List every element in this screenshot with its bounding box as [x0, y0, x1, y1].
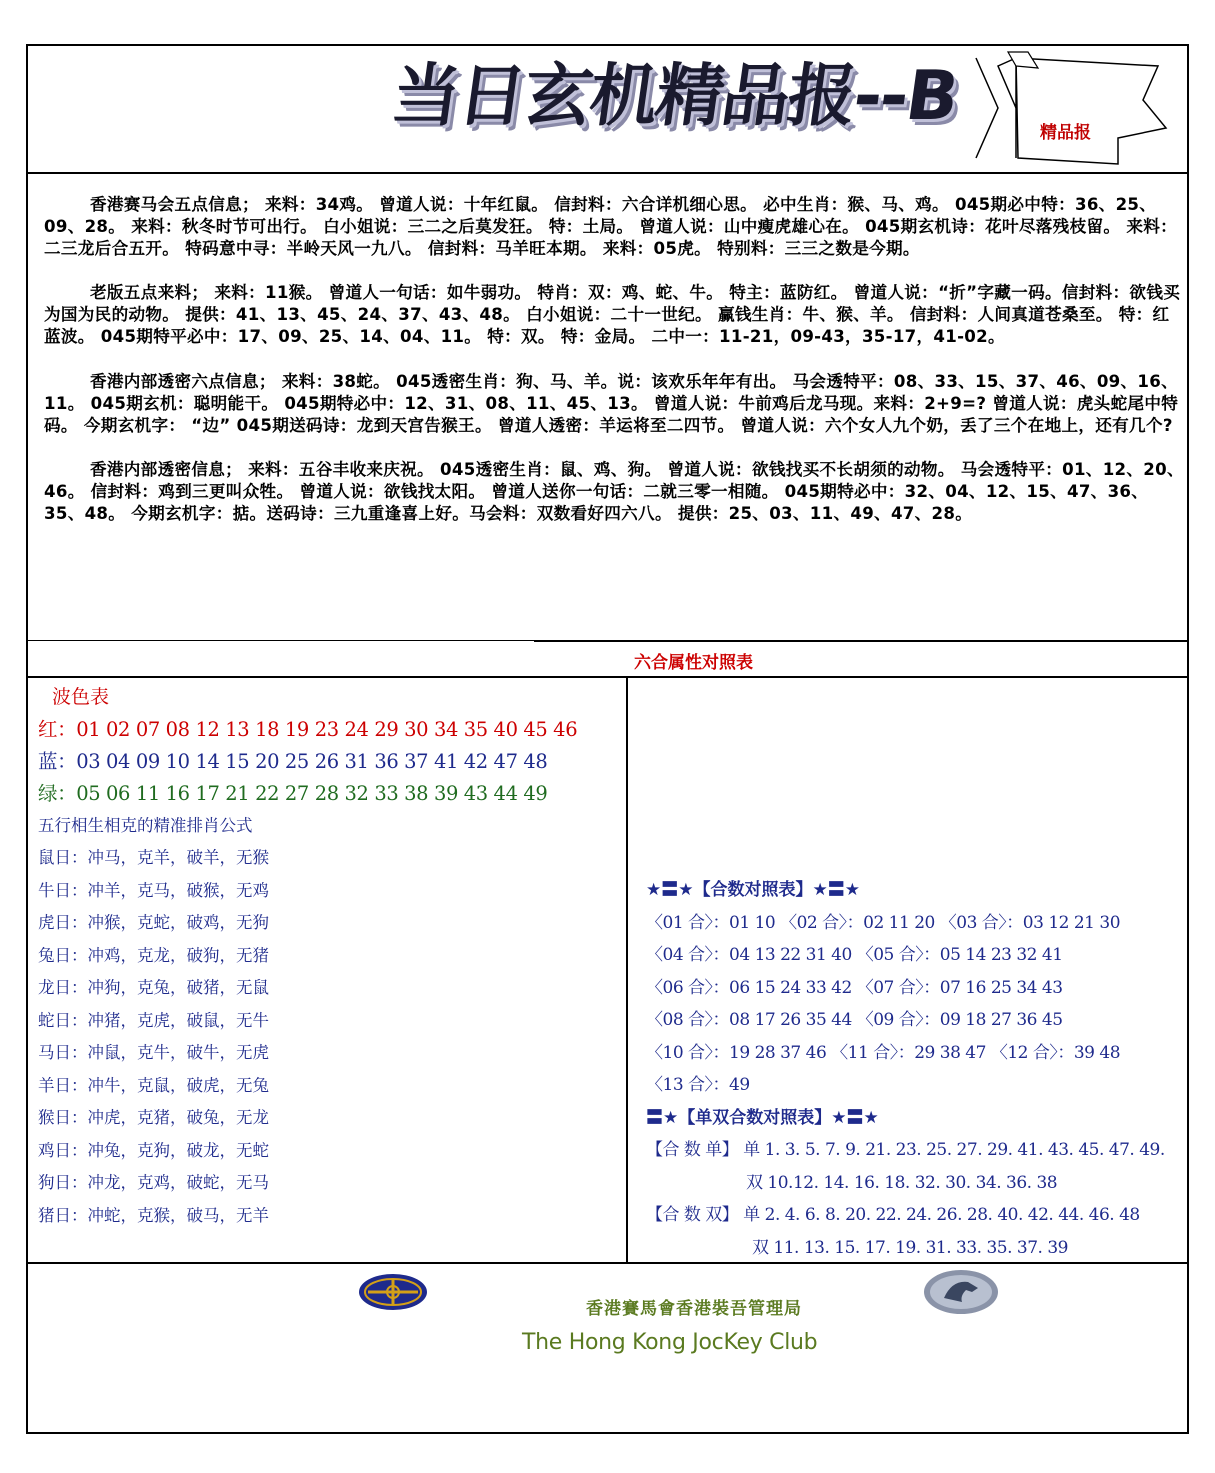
- five-elements-heading: 五行相生相克的精准排肖公式: [38, 816, 253, 835]
- sum-row: 〈06 合〉：06 15 24 33 42 〈07 合〉：07 16 25 34 43: [646, 977, 1063, 998]
- wave-blue-row: 蓝：03 04 09 10 14 15 20 25 26 31 36 37 41 42 47 48: [38, 750, 548, 773]
- zodiac-row: 虎日：冲猴，克蛇，破鸡，无狗: [38, 913, 269, 932]
- right-column: [646, 874, 1186, 1264]
- zodiac-row: 马日：冲鼠，克牛，破牛，无虎: [38, 1043, 269, 1062]
- body-divider-right: [534, 640, 1189, 642]
- even-sum-row: [646, 1199, 1186, 1232]
- odd-sum-row: [646, 1134, 1186, 1167]
- info-paragraphs: [44, 194, 1184, 547]
- paragraph-hk-five: 香港赛马会五点信息； 来料：34鸡。 曾道人说：十年红鼠。 信封料：六合详机细心思。 必中生肖：猴、马、鸡。 045期必中特：36、25、09、28。 来料：秋冬时节可出行。 白小姐说：三二之后莫发狂。 特：土局。 曾道人说：山中瘦虎雄心在。 045期玄机诗：花叶尽落残枝留。 来料：二三龙后合五开。 特码意中寻：半岭天风一九八。 信封料：马羊旺本期。 来料：05虎。 特别料：三三之数是今期。: [44, 195, 1178, 259]
- wave-table-heading: 波色表: [52, 686, 110, 708]
- zodiac-row: 蛇日：冲猪，克虎，破鼠，无牛: [38, 1010, 269, 1030]
- zodiac-row: 猪日：冲蛇，克猴，破马，无羊: [38, 1205, 269, 1225]
- sum-row: 〈01 合〉：01 10 〈02 合〉：02 11 20 〈03 合〉：03 12 21 30: [646, 912, 1121, 933]
- zodiac-row: 猴日：冲虎，克猪，破兔，无龙: [38, 1108, 269, 1127]
- zodiac-row: 龙日：冲狗，克兔，破猪，无鼠: [38, 978, 269, 997]
- even-sum-single: 单 2. 4. 6. 8. 20. 22. 24. 26. 28. 40. 42. 44. 46. 48: [743, 1205, 1140, 1225]
- column-divider: [626, 676, 628, 1262]
- zodiac-row: 牛日：冲羊，克马，破猴，无鸡: [38, 880, 269, 900]
- page-title: 当日玄机精品报--B: [386, 57, 962, 136]
- banner-label: 精品报: [1040, 123, 1091, 143]
- zodiac-row: 兔日：冲鸡，克龙，破狗，无猪: [38, 945, 269, 965]
- body-divider: [26, 640, 534, 641]
- paragraph-old-five: 老版五点来料； 来料：11猴。 曾道人一句话：如牛弱功。 特肖：双：鸡、蛇、牛。 特主：蓝防红。 曾道人说：“折”字藏一码。信封料：欲钱买为国为民的动物。 提供：41、13、45、24、37、43、48。 白小姐说：二十一世纪。 赢钱生肖：牛、猴、羊。 信封料：人间真道苍桑至。 特：红蓝波。 045期特平必中：17、09、25、14、04、11。 特：双。 特：金局。 二中一：11-21，09-43，35-17，41-02。: [44, 283, 1181, 347]
- sum-row: 〈13 合〉：49: [646, 1075, 750, 1095]
- sum-table-heading: ★〓★【合数对照表】★〓★: [646, 880, 860, 900]
- wave-red-row: 红：01 02 07 08 12 13 18 19 23 24 29 30 34 35 40 45 46: [38, 718, 578, 741]
- odd-sum-label: 【合 数 单】: [646, 1140, 739, 1160]
- attribute-table-title: 六合属性对照表: [634, 653, 753, 673]
- paragraph-hk-six: 香港内部透密六点信息； 来料：38蛇。 045透密生肖：狗、马、羊。说：该欢乐年年有出。 马会透特平：08、33、15、37、46、09、16、11。 045期玄机：聪明能干。 045期特必中：12、31、08、11、45、13。 曾道人说：牛前鸡后龙马现。来料：2+9=? 曾道人说：虎头蛇尾中特码。 今期玄机字： “边” 045期送码诗：龙到天宫告猴王。 曾道人透密：羊运将至二四节。 曾道人说：六个女人九个奶，丢了三个在地上，还有几个?: [44, 371, 1179, 435]
- paragraph-hk-secret: 香港内部透密信息； 来料：五谷丰收来庆祝。 045透密生肖：鼠、鸡、狗。 曾道人说：欲钱找买不长胡须的动物。 马会透特平：01、12、20、46。 信封料：鸡到三更叫众牲。 曾道人说：欲钱找太阳。 曾道人送你一句话：二就三零一相随。 045期特必中：32、04、12、15、47、36、35、48。 今期玄机字：掂。送码诗：三九重逢喜上好。马会料：双数看好四六八。 提供：25、03、11、49、47、28。: [44, 459, 1184, 524]
- footer-chinese-name: 香港賽馬會香港裝吾管理局: [586, 1299, 802, 1319]
- table-header-divider: [26, 676, 1189, 678]
- zodiac-row: 鼠日：冲马，克羊，破羊，无猴: [38, 848, 269, 867]
- zodiac-row: 狗日：冲龙，克鸡，破蛇，无马: [38, 1173, 269, 1192]
- wave-green-row: 绿：05 06 11 16 17 21 22 27 28 32 33 38 39 43 44 49: [38, 782, 548, 805]
- even-sum-double: 双 11. 13. 15. 17. 19. 31. 33. 35. 37. 39: [752, 1237, 1068, 1258]
- zodiac-row: 羊日：冲牛，克鼠，破虎，无兔: [38, 1075, 269, 1095]
- odd-sum-single: 单 1. 3. 5. 7. 9. 21. 23. 25. 27. 29. 41. 43. 45. 47. 49.: [743, 1140, 1165, 1160]
- scroll-banner-icon: [968, 48, 1178, 166]
- horse-emblem-icon: [922, 1268, 1000, 1316]
- sum-row: 〈10 合〉：19 28 37 46 〈11 合〉：29 38 47 〈12 合〉：39 48: [646, 1042, 1121, 1063]
- odd-even-heading: 〓★【单双合数对照表】★〓★: [646, 1107, 879, 1128]
- left-column: [38, 682, 618, 1232]
- header-divider: [26, 172, 1189, 174]
- sum-row: 〈04 合〉：04 13 22 31 40 〈05 合〉：05 14 23 32 41: [646, 945, 1063, 965]
- odd-sum-double: 双 10.12. 14. 16. 18. 32. 30. 34. 36. 38: [746, 1172, 1058, 1193]
- sum-row: 〈08 合〉：08 17 26 35 44 〈09 合〉：09 18 27 36 45: [646, 1010, 1063, 1030]
- jockey-club-logo-icon: [358, 1272, 428, 1312]
- zodiac-row: 鸡日：冲兔，克狗，破龙，无蛇: [38, 1140, 269, 1160]
- footer-english-name: The Hong Kong JocKey Club: [522, 1330, 818, 1355]
- even-sum-label: 【合 数 双】: [646, 1205, 739, 1225]
